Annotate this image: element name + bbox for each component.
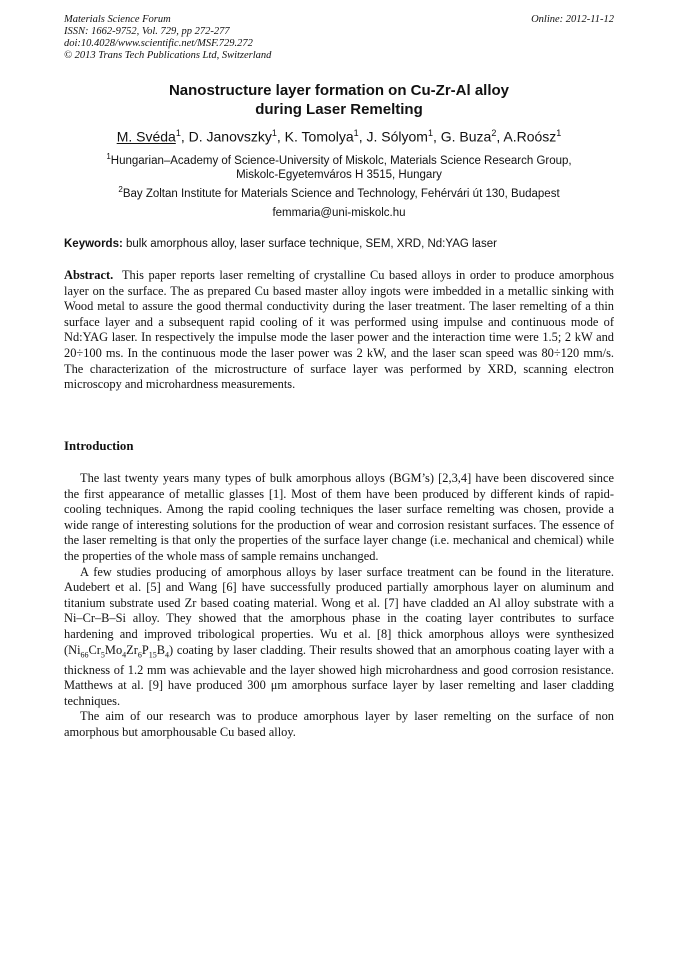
author-name: A.Roósz bbox=[503, 128, 557, 145]
introduction-body bbox=[64, 471, 614, 741]
paper-title bbox=[64, 81, 614, 119]
author-affiliation-mark: 1 bbox=[427, 128, 433, 138]
affiliation-1: $^1$Hungarian–Academy of Science-University of Miskolc, Materials Science Research Group, bbox=[106, 152, 572, 167]
affiliation-2: $^2$Bay Zoltan Institute for Materials Science and Technology, Fehérvári út 130, Budapest bbox=[118, 184, 560, 200]
author-affiliation-mark: 1 bbox=[556, 128, 562, 138]
affiliation-1-address: Miskolc-Egyetemváros H 3515, Hungary bbox=[236, 169, 442, 182]
paragraph: A few studies producing of amorphous alloys by laser surface treatment can be found in the literature. Audebert et al. [5] and Wang [6] have successfully produced partially amorphous layer on aluminum and titanium substrate used Zr based coating material. Wong et al. [7] have cladded an Al alloy substrate with a Ni–Cr–B–Si alloy. They showed that the amorphous phase in the coating layer contributes to surface hardening and improved tribological properties. Wu et al. [8] thick amorphous alloys were synthesized $(Ni_{66}Cr_5Mo_4Zr_6P_{15}B_4)$ coating by laser cladding. Their results showed that an amorphous coating layer with a thickness of 1.2 mm was achievable and the layer showed high microhardness and good corrosion resistance. Matthews at al. [9] have produced 300 μm amorphous surface layer by laser remelting and laser cladding techniques. bbox=[64, 564, 614, 708]
abstract-label: Abstract. bbox=[64, 268, 114, 282]
author-affiliation-mark: 1 bbox=[271, 128, 277, 138]
keywords-text: bulk amorphous alloy, laser surface technique, SEM, XRD, Nd:YAG laser bbox=[126, 238, 497, 250]
author-name: J. Sólyom bbox=[366, 128, 428, 145]
keywords bbox=[64, 238, 614, 250]
doi: doi:10.4028/www.scientific.net/MSF.729.272 bbox=[64, 38, 253, 49]
paragraph: The last twenty years many types of bulk amorphous alloys (BGM’s) [2,3,4] have been discovered since the first appearance of metallic glasses [1]. Most of them have been produced by different kinds of rapid-cooling techniques. Among the rapid cooling techniques the laser surface remelting was chosen, provide a wide range of interesting solutions for the production of wear and corrosion resistant surfaces. The essence of the laser remelting is that only the properties of the surface layer change (i.e. mechanical and chemical) while the properties of the whole mass of sample remains unchanged. bbox=[64, 471, 614, 563]
keywords-label: Keywords: bbox=[64, 238, 123, 250]
title-line-2: during Laser Remelting bbox=[255, 101, 423, 118]
section-title-introduction: Introduction bbox=[64, 439, 134, 453]
author-list: M. Svéda$^1$, D. Janovszky$^1$, K. Tomolya$^1$, J. Sólyom$^1$, G. Buza$^2$, A.Roósz$^1$ bbox=[116, 128, 562, 145]
author-affiliation-mark: 1 bbox=[175, 128, 181, 138]
contact-email[interactable]: femmaria@uni-miskolc.hu bbox=[272, 207, 406, 219]
author-affiliation-mark: 2 bbox=[491, 128, 497, 138]
author-name: D. Janovszky bbox=[188, 128, 272, 145]
journal-name: Materials Science Forum bbox=[64, 14, 171, 25]
author-affiliation-mark: 1 bbox=[353, 128, 359, 138]
journal-header bbox=[64, 14, 271, 62]
author-name: M. Svéda bbox=[116, 128, 176, 145]
affiliations bbox=[64, 150, 614, 201]
author-name: G. Buza bbox=[440, 128, 492, 145]
abstract bbox=[64, 268, 614, 393]
author-name: K. Tomolya bbox=[284, 128, 354, 145]
issn: ISSN: 1662-9752, Vol. 729, pp 272-277 bbox=[64, 26, 230, 37]
abstract-text: This paper reports laser remelting of crystalline Cu based alloys in order to produce amorphous layer on the surface. The as prepared Cu based master alloy ingots were imbedded in a metallic sinking with Wood metal to assure the good thermal conductivity during the laser treatment. The laser remelting of a thin surface layer and a subsequent rapid cooling of it was performed using impulse and continuous mode of Nd:YAG laser. In respectively the impulse mode the laser power and the interaction time were 1.5; 2 kW and 20÷100 ms. In the continuous mode the laser power was 2 kW, and the laser scan speed was 80÷120 mm/s. The characterization of the microstructure of surface layer was performed by XRD, scanning electron microscopy and microhardness measurements. bbox=[64, 268, 614, 392]
paragraph: The aim of our research was to produce amorphous layer by laser remelting on the surface of non amorphous but amorphousable Cu based alloy. bbox=[64, 709, 614, 739]
online-date: Online: 2012-11-12 bbox=[531, 14, 614, 25]
title-line-1: Nanostructure layer formation on Cu-Zr-Al alloy bbox=[168, 82, 510, 99]
copyright: © 2013 Trans Tech Publications Ltd, Switzerland bbox=[64, 50, 272, 61]
